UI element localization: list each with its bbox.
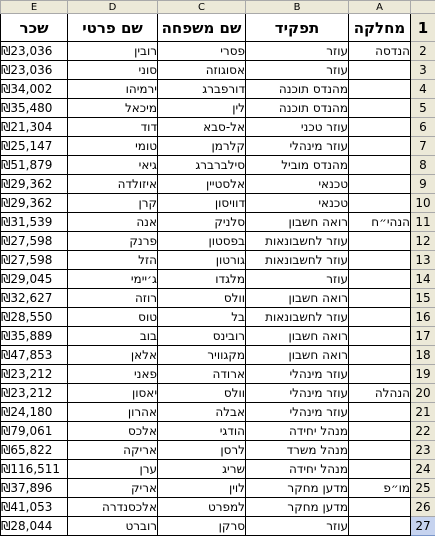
salary-cell[interactable]: ₪47,853 [1,346,68,365]
row-header[interactable]: 1 [411,14,435,42]
last-name-cell[interactable]: סילברברג [158,156,246,175]
table-row [1,42,435,61]
department-cell[interactable] [349,251,411,270]
row-header[interactable]: 22 [411,422,435,441]
role-cell[interactable]: מדען מחקר [246,498,349,517]
department-cell[interactable] [349,422,411,441]
table-row [1,270,435,289]
salary-cell[interactable]: ₪23,036 [1,61,68,80]
row-header[interactable]: 19 [411,365,435,384]
salary-cell[interactable]: ₪37,896 [1,479,68,498]
salary-cell[interactable]: ₪116,511 [1,460,68,479]
row-header[interactable]: 16 [411,308,435,327]
role-cell[interactable]: מנהל יחידה [246,422,349,441]
table-row [1,460,435,479]
row-header[interactable]: 25 [411,479,435,498]
first-name-cell[interactable]: ערן [68,460,158,479]
row-header[interactable]: 6 [411,118,435,137]
header-salary[interactable]: שכר [1,14,68,42]
first-name-cell[interactable]: אלכס [68,422,158,441]
department-cell[interactable]: הנדסה [349,42,411,61]
salary-cell[interactable]: ₪24,180 [1,403,68,422]
row-header[interactable]: 20 [411,384,435,403]
department-cell[interactable] [349,460,411,479]
row-header[interactable]: 12 [411,232,435,251]
salary-cell[interactable]: ₪27,598 [1,251,68,270]
last-name-cell[interactable]: אבלה [158,403,246,422]
table-row [1,156,435,175]
column-header-row [1,1,435,14]
salary-cell[interactable]: ₪28,044 [1,517,68,536]
last-name-cell[interactable]: בל [158,308,246,327]
salary-cell[interactable]: ₪65,822 [1,441,68,460]
table-row [1,251,435,270]
role-cell[interactable]: עוזר לחשבונאות [246,308,349,327]
department-cell[interactable] [349,441,411,460]
department-cell[interactable] [349,156,411,175]
first-name-cell[interactable]: טוס [68,308,158,327]
table-row [1,232,435,251]
table-row [1,422,435,441]
first-name-cell[interactable]: קרן [68,194,158,213]
first-name-cell[interactable]: פרנק [68,232,158,251]
first-name-cell[interactable]: טומי [68,137,158,156]
salary-cell[interactable]: ₪34,002 [1,80,68,99]
row-header[interactable]: 23 [411,441,435,460]
row-header[interactable]: 24 [411,460,435,479]
row-header[interactable]: 14 [411,270,435,289]
salary-cell[interactable]: ₪21,304 [1,118,68,137]
salary-cell[interactable]: ₪41,053 [1,498,68,517]
salary-cell[interactable]: ₪23,212 [1,384,68,403]
role-cell[interactable]: עוזר [246,61,349,80]
last-name-cell[interactable]: למפרט [158,498,246,517]
table-row [1,137,435,156]
table-row [1,479,435,498]
table-row [1,308,435,327]
table-row [1,194,435,213]
role-cell[interactable]: עוזר טכני [246,118,349,137]
department-cell[interactable] [349,346,411,365]
first-name-cell[interactable]: רוברט [68,517,158,536]
first-name-cell[interactable]: איזולדה [68,175,158,194]
department-cell[interactable] [349,270,411,289]
role-cell[interactable]: מנהל יחידה [246,460,349,479]
last-name-cell[interactable]: אלסטיין [158,175,246,194]
department-cell[interactable] [349,403,411,422]
first-name-cell[interactable]: רוזה [68,289,158,308]
last-name-cell[interactable]: רובינס [158,327,246,346]
last-name-cell[interactable]: מלגדו [158,270,246,289]
table-row [1,118,435,137]
role-cell[interactable]: רואה חשבון [246,346,349,365]
first-name-cell[interactable]: ג׳יימי [68,270,158,289]
department-cell[interactable] [349,327,411,346]
salary-cell[interactable]: ₪51,879 [1,156,68,175]
first-name-cell[interactable]: בוב [68,327,158,346]
salary-cell[interactable]: ₪32,627 [1,289,68,308]
table-row [1,346,435,365]
last-name-cell[interactable]: דוויסון [158,194,246,213]
role-cell[interactable]: עוזר מינהלי [246,365,349,384]
role-cell[interactable]: רואה חשבון [246,327,349,346]
row-header[interactable]: 9 [411,175,435,194]
table-row [1,213,435,232]
row-header[interactable]: 27 [411,517,435,536]
table-row [1,517,435,536]
salary-cell[interactable]: ₪23,212 [1,365,68,384]
first-name-cell[interactable]: דוד [68,118,158,137]
first-name-cell[interactable]: גיאי [68,156,158,175]
department-cell[interactable] [349,61,411,80]
table-row [1,498,435,517]
department-cell[interactable] [349,175,411,194]
role-cell[interactable]: עוזר מינהלי [246,403,349,422]
role-cell[interactable]: עוזר [246,42,349,61]
last-name-cell[interactable]: ארודה [158,365,246,384]
salary-cell[interactable]: ₪29,045 [1,270,68,289]
header-row [1,14,435,42]
column-header-a[interactable]: A [349,1,411,14]
department-cell[interactable] [349,232,411,251]
row-header[interactable]: 2 [411,42,435,61]
department-cell[interactable] [349,498,411,517]
last-name-cell[interactable]: וולס [158,289,246,308]
last-name-cell[interactable]: מקגוויר [158,346,246,365]
last-name-cell[interactable]: שריג [158,460,246,479]
last-name-cell[interactable]: קלרמן [158,137,246,156]
role-cell[interactable]: עוזר מינהלי [246,384,349,403]
last-name-cell[interactable]: סרקן [158,517,246,536]
first-name-cell[interactable]: הזל [68,251,158,270]
last-name-cell[interactable]: וולס [158,384,246,403]
table-row [1,384,435,403]
last-name-cell[interactable]: לרסן [158,441,246,460]
last-name-cell[interactable]: גורטון [158,251,246,270]
department-cell[interactable] [349,289,411,308]
table-row [1,403,435,422]
row-header[interactable]: 4 [411,80,435,99]
salary-cell[interactable]: ₪27,598 [1,232,68,251]
salary-cell[interactable]: ₪28,550 [1,308,68,327]
row-header[interactable]: 18 [411,346,435,365]
role-cell[interactable]: מנהל משרד [246,441,349,460]
department-cell[interactable]: הנהי״ח [349,213,411,232]
role-cell[interactable]: עוזר לחשבונאות [246,232,349,251]
column-header-e[interactable]: E [1,1,68,14]
department-cell[interactable] [349,194,411,213]
role-cell[interactable]: מהנדס תוכנה [246,99,349,118]
salary-cell[interactable]: ₪29,362 [1,194,68,213]
role-cell[interactable]: מהנדס מוביל [246,156,349,175]
column-header-d[interactable]: D [68,1,158,14]
department-cell[interactable] [349,80,411,99]
row-header[interactable]: 7 [411,137,435,156]
last-name-cell[interactable]: לוין [158,479,246,498]
role-cell[interactable]: רואה חשבון [246,213,349,232]
last-name-cell[interactable]: בפסטון [158,232,246,251]
role-cell[interactable]: עוזר [246,517,349,536]
first-name-cell[interactable]: ירמיהו [68,80,158,99]
last-name-cell[interactable]: אסוגוזה [158,61,246,80]
last-name-cell[interactable]: הודגי [158,422,246,441]
first-name-cell[interactable]: אריקה [68,441,158,460]
row-header[interactable]: 11 [411,213,435,232]
department-cell[interactable] [349,365,411,384]
table-row [1,441,435,460]
salary-cell[interactable]: ₪23,036 [1,42,68,61]
first-name-cell[interactable]: מיכאל [68,99,158,118]
table-row [1,61,435,80]
department-cell[interactable] [349,517,411,536]
row-header[interactable]: 5 [411,99,435,118]
header-department[interactable]: מחלקה [349,14,411,42]
row-header[interactable]: 21 [411,403,435,422]
first-name-cell[interactable]: אריק [68,479,158,498]
header-first-name[interactable]: שם פרטי [68,14,158,42]
first-name-cell[interactable]: אלאן [68,346,158,365]
department-cell[interactable]: מו״פ [349,479,411,498]
first-name-cell[interactable]: פאני [68,365,158,384]
table-row [1,80,435,99]
column-header-c[interactable]: C [158,1,246,14]
header-role[interactable]: תפקיד [246,14,349,42]
first-name-cell[interactable]: רובין [68,42,158,61]
table-row [1,327,435,346]
salary-cell[interactable]: ₪25,147 [1,137,68,156]
table-row [1,365,435,384]
salary-cell[interactable]: ₪79,061 [1,422,68,441]
last-name-cell[interactable]: לין [158,99,246,118]
last-name-cell[interactable]: סלניק [158,213,246,232]
header-last-name[interactable]: שם משפחה [158,14,246,42]
first-name-cell[interactable]: אהרון [68,403,158,422]
last-name-cell[interactable]: דורפברג [158,80,246,99]
department-cell[interactable] [349,99,411,118]
last-name-cell[interactable]: אל-סבא [158,118,246,137]
first-name-cell[interactable]: סוני [68,61,158,80]
salary-cell[interactable]: ₪35,889 [1,327,68,346]
department-cell[interactable]: הנהלה [349,384,411,403]
role-cell[interactable]: עוזר לחשבונאות [246,251,349,270]
department-cell[interactable] [349,118,411,137]
first-name-cell[interactable]: אלכסנדרה [68,498,158,517]
first-name-cell[interactable]: אנה [68,213,158,232]
salary-cell[interactable]: ₪35,480 [1,99,68,118]
role-cell[interactable]: עוזר [246,270,349,289]
row-header[interactable]: 8 [411,156,435,175]
row-header[interactable]: 10 [411,194,435,213]
row-header[interactable]: 13 [411,251,435,270]
role-cell[interactable]: מהנדס תוכנה [246,80,349,99]
table-row [1,99,435,118]
last-name-cell[interactable]: פסרי [158,42,246,61]
row-header[interactable]: 15 [411,289,435,308]
salary-cell[interactable]: ₪31,539 [1,213,68,232]
salary-cell[interactable]: ₪29,362 [1,175,68,194]
table-row [1,289,435,308]
role-cell[interactable]: עוזר מינהלי [246,137,349,156]
column-header-b[interactable]: B [246,1,349,14]
table-row [1,175,435,194]
row-header[interactable]: 3 [411,61,435,80]
first-name-cell[interactable]: יאסון [68,384,158,403]
department-cell[interactable] [349,137,411,156]
role-cell[interactable]: טכנאי [246,175,349,194]
select-all-corner[interactable] [411,1,435,14]
row-header[interactable]: 26 [411,498,435,517]
row-header[interactable]: 17 [411,327,435,346]
department-cell[interactable] [349,308,411,327]
role-cell[interactable]: טכנאי [246,194,349,213]
role-cell[interactable]: רואה חשבון [246,289,349,308]
role-cell[interactable]: מדען מחקר [246,479,349,498]
